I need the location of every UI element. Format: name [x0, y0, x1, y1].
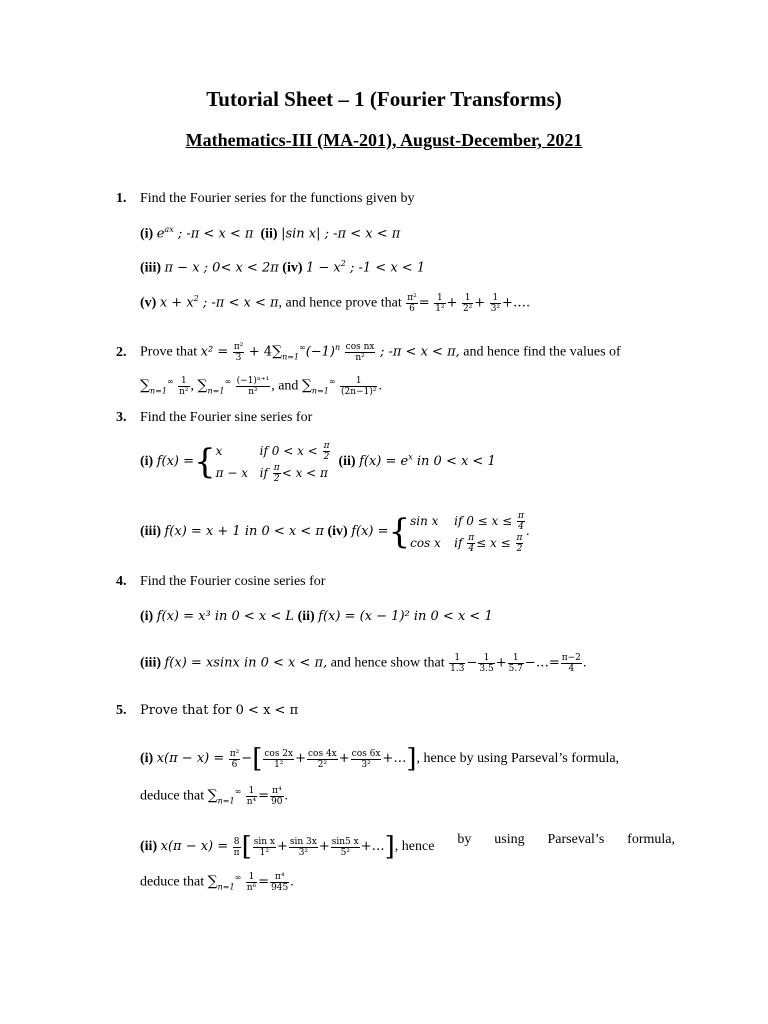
math-expr: + 4	[248, 344, 273, 360]
q5-line-2: deduce that $\sum_{n=1}^\infty$ $\frac{1}{\text{n⁴}}$ = $\frac{\text{π⁴}}{90}$ .	[140, 786, 289, 807]
sum-symbol: ∑	[272, 343, 283, 360]
fraction: $\frac{8}{\pi}$	[233, 836, 240, 858]
part-label: (iv)	[327, 524, 348, 540]
sign-term: (−1)	[305, 344, 335, 360]
fraction: $\frac{\sin 3x}{\text{3²}}$	[289, 836, 317, 858]
fraction: $\frac{1}{\text{n⁶}}$	[246, 872, 257, 893]
q1-line-2	[140, 259, 425, 277]
q1-line-3: (v) $x + x^2$ ; -π < x < π, and hence prove that $\frac{\text{π²}}{6}$ = $\frac{1}{\text{1²}}$ + $\frac{1}{\text{2²}}$ + $\frac{1}{\text{3²}}$ +….	[140, 293, 531, 314]
q4-line-1	[140, 609, 493, 625]
math-expr: x(π − x) =	[156, 751, 225, 767]
q3-line-1: (i) f(x) ={x if 0 < x < $\frac{\pi}{2}$ π − x if $\frac{\pi}{2}$ < x < π (ii) $f(x) = e^x$ in 0 < x < 1	[140, 441, 496, 484]
fraction: $\frac{\cos 2x}{\text{1²}}$	[264, 748, 294, 770]
sum-lower: n=1	[282, 352, 300, 362]
q2-line-2: $\sum_{n=1}^\infty$ $\frac{1}{\text{n²}}$ , $\sum_{n=1}^\infty$ $\frac{\text{(−1)ⁿ⁺¹}}{\text{n²}}$ , and $\sum_{n=1}^\infty$ $\frac{1}{\text{(2n−1)²}}$ .	[140, 376, 382, 397]
question-prompt: Find the Fourier cosine series for	[140, 574, 326, 589]
question-prompt: Find the Fourier sine series for	[140, 410, 313, 425]
question-number: 2.	[116, 344, 127, 360]
fraction: $\frac{\text{π²}}{6}$	[407, 293, 417, 314]
math-expr: f(x) =	[156, 454, 195, 470]
question-2	[116, 342, 621, 363]
question-4	[116, 574, 325, 590]
math-expr: f(x) = (x − 1)² in 0 < x < 1	[318, 609, 493, 624]
text: deduce that	[140, 788, 205, 804]
math-expr: f(x) = xsinx in 0 < x < π,	[164, 655, 328, 671]
fraction: $\frac{1}{\text{(2n−1)²}}$	[341, 376, 377, 397]
part-label: (iii)	[140, 524, 161, 540]
fraction: $\frac{\sin 5 x}{\text{5²}}$	[331, 836, 359, 858]
fraction: $\frac{1}{\text{3²}}$	[490, 293, 501, 314]
math-expr: |sin x| ; -π < x < π	[281, 226, 401, 242]
page-subtitle	[0, 130, 768, 151]
math-sup: 2	[193, 294, 199, 304]
part-label: (ii)	[260, 226, 278, 242]
part-label: (i)	[140, 609, 154, 624]
q1-line-1	[140, 225, 400, 243]
fraction: $\frac{1}{3.5}$	[479, 653, 494, 674]
math-expr: e	[156, 226, 165, 242]
math-sup: ax	[164, 225, 174, 234]
question-prompt: Find the Fourier series for the functions given by	[140, 191, 415, 206]
sum-upper: ∞	[299, 343, 306, 353]
part-label: (iii)	[140, 260, 161, 276]
part-label: (i)	[140, 454, 154, 470]
piecewise-cases: x if 0 < x < $\frac{\pi}{2}$ π − x if $\frac{\pi}{2}$ < x < π	[215, 441, 330, 484]
text: , and	[271, 378, 299, 394]
question-number: 1.	[116, 191, 127, 206]
math-expr: π − x ; 0< x < 2π	[164, 260, 279, 276]
fraction: $\frac{\cos 4x}{\text{2²}}$	[308, 748, 337, 770]
part-label: (ii)	[140, 839, 158, 855]
series-tail: +….	[502, 295, 531, 311]
question-prompt: Prove that for 0 < x < π	[140, 703, 299, 718]
fraction: $\frac{\cos 6x}{\text{3²}}$	[351, 748, 381, 770]
math-range: ; -π < x < π,	[379, 344, 460, 360]
question-3	[116, 410, 312, 426]
question-number: 4.	[116, 574, 127, 589]
math-sup: 2	[340, 259, 346, 268]
part-label: (i)	[140, 751, 154, 767]
question-5	[116, 703, 298, 719]
part-label: (v)	[140, 295, 157, 311]
page-title: Tutorial Sheet – 1 (Fourier Transforms)	[206, 87, 562, 111]
fraction: $\frac{\pi-2}{4}$	[561, 653, 581, 674]
part-label: (ii)	[338, 454, 356, 470]
fraction: $\frac{\text{π⁴}}{945}$	[271, 872, 289, 893]
math-expr: f(x) = x + 1 in 0 < x < π	[164, 524, 324, 540]
math-range: ; -1 < x < 1	[345, 260, 426, 276]
q4-line-2: (iii) f(x) = xsinx in 0 < x < π, and hence show that $\frac{1}{1.3}$ − $\frac{1}{3.5}$ + $\frac{1}{5.7}$ −…= $\frac{\pi-2}{4}$ .	[140, 653, 587, 674]
math-expr: x(π − x) =	[160, 839, 229, 855]
fraction: $\frac{1}{\text{1²}}$	[435, 293, 445, 314]
text: , and hence prove that	[278, 295, 402, 311]
fraction: $\frac{1}{5.7}$	[508, 653, 523, 674]
part-label: (iv)	[282, 260, 303, 276]
q5-line-1: (i) x(π − x) = $\frac{\text{π²}}{6}$ −[ $\frac{\cos 2x}{\text{1²}}$ + $\frac{\cos 4x}{\text{2²}}$ + $\frac{\cos 6x}{\text{3²}}$ +…], hence by using Parseval’s formula,	[140, 744, 620, 774]
fraction: $\frac{\text{(−1)ⁿ⁺¹}}{\text{n²}}$	[236, 376, 270, 397]
question-number: 5.	[116, 703, 127, 718]
q5-line-3: (ii) x(π − x) = $\frac{8}{\pi}$ [ $\frac{\text{sin x}}{\text{1²}}$ + $\frac{\sin 3x}{\text{3²}}$ + $\frac{\sin 5 x}{\text{5²}}$ +…], hence by using Parseval’s formula,	[140, 832, 675, 862]
text: deduce that	[140, 874, 205, 890]
fraction: $\frac{\text{π⁴}}{90}$	[271, 786, 283, 807]
q5-line-4: deduce that $\sum_{n=1}^\infty$ $\frac{1}{\text{n⁶}}$ = $\frac{\text{π⁴}}{945}$ .	[140, 872, 294, 893]
math-expr: f(x) = e	[359, 454, 409, 470]
part-label: (iii)	[140, 655, 161, 671]
fraction: $\frac{1}{\text{n²}}$	[179, 376, 189, 397]
math-sup: n	[335, 343, 341, 353]
part-label: (i)	[140, 226, 154, 242]
fraction: $\frac{1}{1.3}$	[450, 653, 465, 674]
fraction: $\frac{1}{\text{n⁴}}$	[246, 786, 257, 807]
text: and hence find the values of	[463, 344, 621, 360]
math-range: ; -π < x < π	[198, 295, 279, 311]
text: and hence show that	[330, 655, 445, 671]
question-1	[116, 191, 415, 207]
fraction: $\frac{\text{sin x}}{\text{1²}}$	[253, 836, 275, 858]
math-expr: x + x	[159, 295, 194, 311]
math-expr: f(x) = x³ in 0 < x < L	[156, 609, 295, 624]
question-prompt: Prove that	[140, 344, 198, 360]
fraction: $\frac{\text{cos nx}}{\text{n²}}$	[345, 342, 375, 363]
question-number: 3.	[116, 410, 127, 425]
math-range: ; -π < x < π	[173, 226, 254, 242]
q3-line-2: (iii) f(x) = x + 1 in 0 < x < π (iv) f(x) ={sin x if 0 ≤ x ≤ $\frac{\pi}{4}$ cos x if $\frac{\pi}{4}$ ≤ x ≤ $\frac{\pi}{2}$ .	[140, 511, 530, 554]
math-expr: x² =	[200, 344, 229, 360]
part-label: (ii)	[297, 609, 315, 624]
fraction: $\frac{\text{π²}}{6}$	[229, 748, 240, 770]
math-expr: f(x) =	[351, 524, 389, 540]
math-expr: 1 − x	[306, 260, 341, 276]
fraction: $\frac{1}{\text{2²}}$	[462, 293, 473, 314]
subtitle-text: Mathematics-III (MA-201), August-December, 2021	[185, 130, 583, 150]
text: , hence by using Parseval’s formula,	[416, 751, 620, 767]
piecewise-cases: sin x if 0 ≤ x ≤ $\frac{\pi}{4}$ cos x if $\frac{\pi}{4}$ ≤ x ≤ $\frac{\pi}{2}$	[410, 511, 524, 554]
fraction: $\frac{\text{π²}}{3}$	[233, 342, 244, 363]
